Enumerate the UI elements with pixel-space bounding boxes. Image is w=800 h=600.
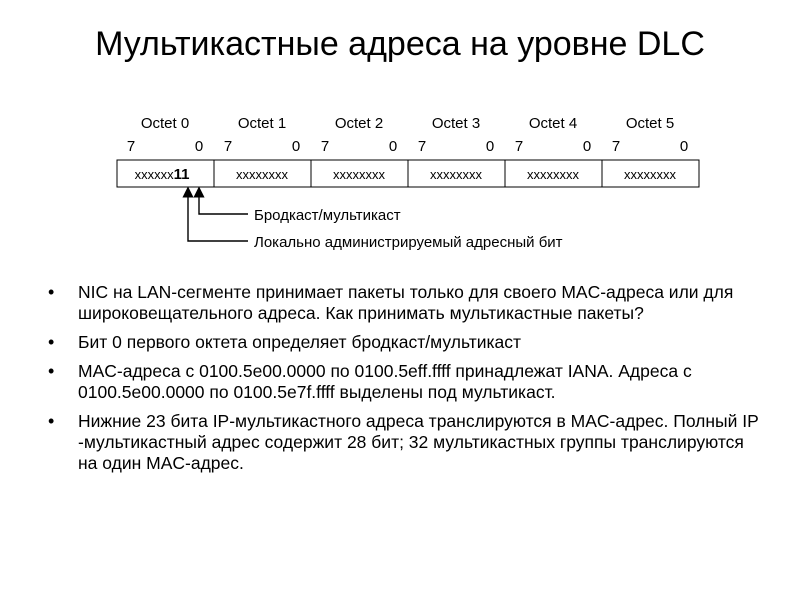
bit-high: 7 xyxy=(126,138,136,155)
bit-high: 7 xyxy=(417,138,427,155)
bullet-item: • Нижние 23 бита IP-мультикастного адреса транслируются в MAC-адрес. Полный IP -мультикастный адрес содержит 28 бит; 32 мультикастных группы транслируются на один MAC-адрес. xyxy=(48,411,768,474)
octet-bits-prefix: xxxxxx xyxy=(134,167,174,182)
local-admin-arrow xyxy=(188,192,248,241)
octet-4 xyxy=(505,115,602,187)
bullet-item: • MAC-адреса с 0100.5e00.0000 по 0100.5eff.ffff принадлежат IANA. Адреса с 0100.5e00.0000 по 0100.5e7f.ffff выделены под мультикаст. xyxy=(48,361,768,403)
octet-bits-flags: 11 xyxy=(173,166,190,183)
bit-high: 7 xyxy=(320,138,330,155)
bit-low: 0 xyxy=(194,138,204,155)
bit-low: 0 xyxy=(582,138,592,155)
octet-2 xyxy=(311,115,408,187)
octet-1 xyxy=(214,115,311,187)
bit-low: 0 xyxy=(679,138,689,155)
bullet-item: • Бит 0 первого октета определяет бродкаст/мультикаст xyxy=(48,332,768,353)
octet-bits: xxxxxxxx xyxy=(624,167,676,182)
octet-label: Octet 3 xyxy=(431,115,481,132)
octet-bits: xxxxxxxx xyxy=(527,167,579,182)
annotation-local-admin: Локально администрируемый адресный бит xyxy=(254,234,563,251)
octet-0 xyxy=(117,115,214,187)
page-title: Мультикастные адреса на уровне DLC xyxy=(95,25,705,63)
bullet-list xyxy=(48,282,768,482)
octet-bits: xxxxxxxx xyxy=(430,167,482,182)
bit-low: 0 xyxy=(485,138,495,155)
bullet-item: • NIC на LAN-сегменте принимает пакеты только для своего MAC-адреса или для широковещательного адреса. Как принимать мультикастные пакеты? xyxy=(48,282,768,324)
broadcast-arrow xyxy=(199,192,248,214)
octet-label: Octet 1 xyxy=(237,115,287,132)
octet-label: Octet 0 xyxy=(140,115,190,132)
octet-5 xyxy=(602,115,699,187)
bit-high: 7 xyxy=(223,138,233,155)
annotation-broadcast: Бродкаст/мультикаст xyxy=(254,207,401,224)
octet-label: Octet 4 xyxy=(528,115,578,132)
bit-high: 7 xyxy=(611,138,621,155)
mac-address-diagram xyxy=(0,0,800,270)
octet-label: Octet 2 xyxy=(334,115,384,132)
bit-low: 0 xyxy=(291,138,301,155)
bit-high: 7 xyxy=(514,138,524,155)
octet-3 xyxy=(408,115,505,187)
octet-label: Octet 5 xyxy=(625,115,675,132)
octet-bits: xxxxxxxx xyxy=(333,167,385,182)
octet-bits xyxy=(135,166,190,183)
bit-low: 0 xyxy=(388,138,398,155)
octet-bits: xxxxxxxx xyxy=(236,167,288,182)
